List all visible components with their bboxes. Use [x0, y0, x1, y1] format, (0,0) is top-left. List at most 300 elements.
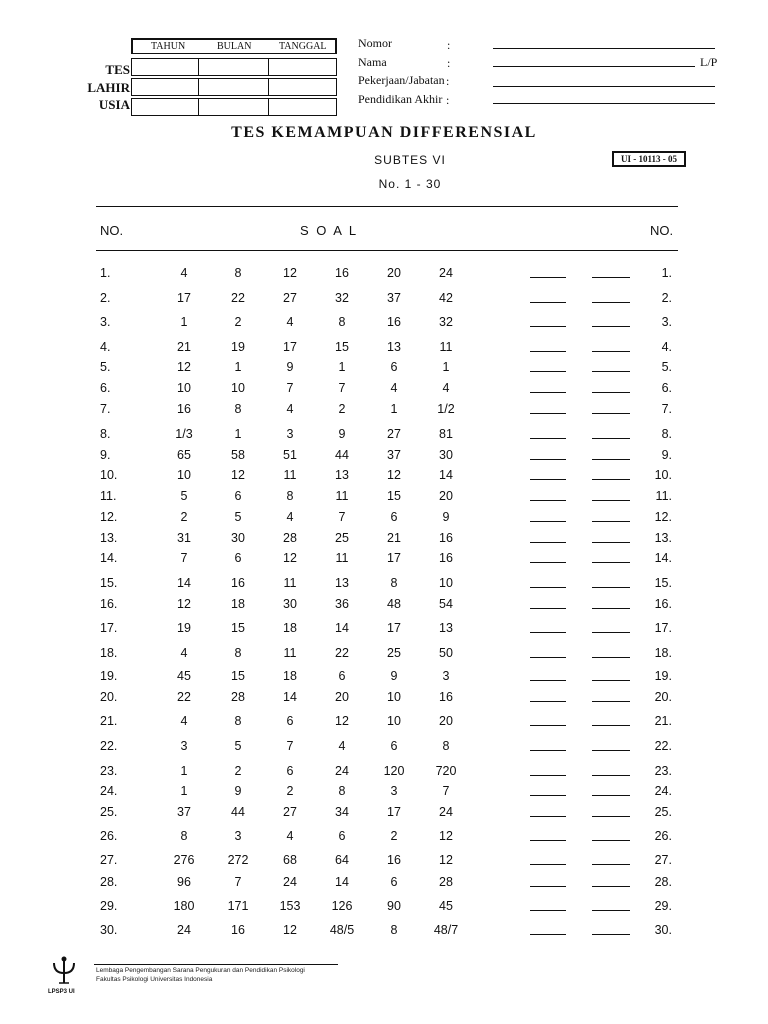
sequence-value: 12 — [283, 923, 297, 937]
answer-blank-2[interactable] — [592, 701, 630, 702]
sequence-value: 32 — [439, 315, 453, 329]
sequence-value: 3 — [442, 669, 450, 683]
sequence-value: 10 — [439, 576, 453, 590]
label-lahir: LAHIR — [87, 80, 130, 95]
sequence-value: 4 — [180, 714, 188, 728]
sequence-value: 12 — [387, 468, 401, 482]
sequence-value: 27 — [387, 427, 401, 441]
question-row — [0, 360, 768, 376]
colon-nomor: : — [447, 38, 451, 52]
question-row — [0, 315, 768, 331]
sequence-value: 27 — [283, 291, 297, 305]
sequence-value: 12 — [283, 551, 297, 565]
question-number: 17. — [100, 621, 118, 635]
answer-blank-1[interactable] — [530, 542, 566, 543]
sequence-value: 8 — [338, 315, 346, 329]
sequence-value: 21 — [387, 531, 401, 545]
question-number: 9. — [100, 448, 111, 462]
question-row — [0, 266, 768, 282]
question-number: 24. — [100, 784, 118, 798]
sequence-value: 28 — [283, 531, 297, 545]
answer-blank-1[interactable] — [530, 351, 566, 352]
date-grid-header — [131, 38, 337, 54]
sequence-value: 24 — [283, 875, 297, 889]
question-number-right: 14. — [654, 551, 672, 565]
question-number-right: 5. — [661, 360, 672, 374]
sequence-value: 276 — [173, 853, 195, 867]
colon-pendidikan: : — [446, 93, 450, 107]
answer-blank-2[interactable] — [592, 302, 630, 303]
pendidikan-field[interactable] — [493, 103, 715, 104]
sequence-value: 7 — [338, 381, 346, 395]
sequence-value: 37 — [387, 448, 401, 462]
answer-blank-2[interactable] — [592, 864, 630, 865]
sequence-value: 27 — [283, 805, 297, 819]
sequence-value: 6 — [338, 669, 346, 683]
answer-blank-1[interactable] — [530, 438, 566, 439]
sequence-value: 45 — [177, 669, 191, 683]
sequence-value: 13 — [387, 340, 401, 354]
sequence-value: 8 — [286, 489, 294, 503]
question-number-right: 27. — [654, 853, 672, 867]
answer-blank-2[interactable] — [592, 413, 630, 414]
footer-rule — [94, 964, 338, 965]
question-number-right: 17. — [654, 621, 672, 635]
answer-blank-1[interactable] — [530, 277, 566, 278]
sequence-value: 1 — [390, 402, 398, 416]
header-bulan: BULAN — [217, 41, 252, 52]
sequence-value: 25 — [335, 531, 349, 545]
answer-blank-2[interactable] — [592, 725, 630, 726]
question-row — [0, 646, 768, 662]
answer-blank-1[interactable] — [530, 413, 566, 414]
sequence-value: 44 — [231, 805, 245, 819]
sequence-value: 9 — [390, 669, 398, 683]
answer-blank-1[interactable] — [530, 701, 566, 702]
question-number: 16. — [100, 597, 118, 611]
sequence-value: 1 — [234, 427, 242, 441]
question-number-right: 11. — [655, 489, 672, 503]
answer-blank-2[interactable] — [592, 750, 630, 751]
question-number-right: 15. — [654, 576, 672, 590]
question-number: 3. — [100, 315, 111, 329]
colon-pekerjaan: : — [446, 74, 450, 88]
answer-blank-2[interactable] — [592, 632, 630, 633]
sequence-value: 34 — [335, 805, 349, 819]
question-number-right: 9. — [661, 448, 672, 462]
sequence-value: 96 — [177, 875, 191, 889]
sequence-value: 30 — [231, 531, 245, 545]
sequence-value: 30 — [439, 448, 453, 462]
sequence-value: 64 — [335, 853, 349, 867]
question-number: 14. — [100, 551, 118, 565]
answer-blank-2[interactable] — [592, 910, 630, 911]
sequence-value: 8 — [338, 784, 346, 798]
sequence-value: 9 — [234, 784, 242, 798]
answer-blank-2[interactable] — [592, 542, 630, 543]
col-no-right: NO. — [650, 223, 674, 238]
sequence-value: 16 — [387, 853, 401, 867]
question-number: 2. — [100, 291, 111, 305]
sequence-value: 20 — [439, 489, 453, 503]
answer-blank-2[interactable] — [592, 680, 630, 681]
question-number: 11. — [100, 489, 117, 503]
sequence-value: 9 — [286, 360, 294, 374]
answer-blank-1[interactable] — [530, 864, 566, 865]
question-number-right: 3. — [661, 315, 672, 329]
question-number: 30. — [100, 923, 118, 937]
sequence-value: 4 — [390, 381, 398, 395]
sequence-value: 8 — [234, 402, 242, 416]
sequence-value: 2 — [234, 315, 242, 329]
sequence-value: 14 — [335, 875, 349, 889]
form-code-badge: UI - 10113 - 05 — [612, 151, 686, 167]
label-nama: Nama — [358, 55, 387, 69]
answer-blank-2[interactable] — [592, 371, 630, 372]
sequence-value: 3 — [180, 739, 188, 753]
nomor-field[interactable] — [493, 48, 715, 49]
sequence-value: 42 — [439, 291, 453, 305]
sequence-value: 12 — [177, 597, 191, 611]
col-no-left: NO. — [100, 223, 124, 238]
sequence-value: 22 — [335, 646, 349, 660]
question-number-right: 1. — [661, 266, 672, 280]
sequence-value: 10 — [231, 381, 245, 395]
answer-blank-2[interactable] — [592, 657, 630, 658]
page-title: TES KEMAMPUAN DIFFERENSIAL — [231, 124, 537, 141]
answer-blank-2[interactable] — [592, 500, 630, 501]
question-row — [0, 340, 768, 356]
answer-blank-2[interactable] — [592, 587, 630, 588]
sequence-value: 1 — [180, 764, 188, 778]
question-number: 13. — [100, 531, 118, 545]
question-row — [0, 427, 768, 443]
answer-blank-2[interactable] — [592, 392, 630, 393]
label-tes: TES — [105, 62, 130, 77]
answer-blank-1[interactable] — [530, 459, 566, 460]
sequence-value: 12 — [231, 468, 245, 482]
answer-blank-2[interactable] — [592, 608, 630, 609]
sequence-value: 171 — [227, 899, 249, 913]
question-row — [0, 448, 768, 464]
sequence-value: 22 — [177, 690, 191, 704]
answer-blank-2[interactable] — [592, 562, 630, 563]
sequence-value: 20 — [439, 714, 453, 728]
sequence-value: 4 — [442, 381, 450, 395]
sequence-value: 3 — [234, 829, 242, 843]
lahir-date-row[interactable] — [131, 78, 337, 96]
sequence-value: 7 — [180, 551, 188, 565]
range-label: No. 1 - 30 — [378, 177, 442, 191]
tes-date-row[interactable] — [131, 58, 337, 76]
sequence-value: 65 — [177, 448, 191, 462]
sequence-value: 7 — [234, 875, 242, 889]
nama-field[interactable] — [493, 66, 695, 67]
cell-divider — [198, 59, 199, 75]
sequence-value: 24 — [177, 923, 191, 937]
sequence-value: 1 — [180, 784, 188, 798]
sequence-value: 180 — [173, 899, 195, 913]
question-row — [0, 764, 768, 780]
sequence-value: 15 — [387, 489, 401, 503]
question-row — [0, 875, 768, 891]
question-number-right: 22. — [654, 739, 672, 753]
answer-blank-1[interactable] — [530, 608, 566, 609]
question-number-right: 25. — [654, 805, 672, 819]
sequence-value: 6 — [286, 714, 294, 728]
pekerjaan-field[interactable] — [493, 86, 715, 87]
question-number: 18. — [100, 646, 118, 660]
sequence-value: 51 — [283, 448, 297, 462]
answer-blank-2[interactable] — [592, 277, 630, 278]
answer-blank-1[interactable] — [530, 750, 566, 751]
sequence-value: 11 — [283, 468, 297, 482]
sequence-value: 2 — [390, 829, 398, 843]
sequence-value: 18 — [283, 669, 297, 683]
answer-blank-1[interactable] — [530, 816, 566, 817]
question-number-right: 26. — [654, 829, 672, 843]
question-number: 22. — [100, 739, 118, 753]
cell-divider — [198, 99, 199, 115]
sequence-value: 48 — [387, 597, 401, 611]
sequence-value: 58 — [231, 448, 245, 462]
answer-blank-2[interactable] — [592, 459, 630, 460]
answer-blank-1[interactable] — [530, 934, 566, 935]
sequence-value: 17 — [387, 805, 401, 819]
question-number: 19. — [100, 669, 118, 683]
answer-blank-2[interactable] — [592, 438, 630, 439]
answer-blank-1[interactable] — [530, 326, 566, 327]
sequence-value: 48/7 — [433, 923, 459, 937]
sequence-value: 10 — [177, 468, 191, 482]
sequence-value: 16 — [439, 690, 453, 704]
sequence-value: 12 — [283, 266, 297, 280]
sequence-value: 13 — [439, 621, 453, 635]
header-rule — [96, 250, 678, 251]
sequence-value: 5 — [180, 489, 188, 503]
answer-blank-2[interactable] — [592, 775, 630, 776]
question-row — [0, 923, 768, 939]
question-row — [0, 531, 768, 547]
answer-blank-1[interactable] — [530, 500, 566, 501]
sequence-value: 1 — [338, 360, 346, 374]
sequence-value: 2 — [286, 784, 294, 798]
sequence-value: 9 — [338, 427, 346, 441]
sequence-value: 17 — [387, 551, 401, 565]
question-number: 15. — [100, 576, 118, 590]
footer-line-2: Fakultas Psikologi Universitas Indonesia — [96, 976, 213, 983]
question-number: 23. — [100, 764, 118, 778]
sequence-value: 20 — [387, 266, 401, 280]
question-row — [0, 739, 768, 755]
answer-blank-1[interactable] — [530, 587, 566, 588]
question-number: 26. — [100, 829, 118, 843]
sequence-value: 19 — [231, 340, 245, 354]
answer-blank-2[interactable] — [592, 886, 630, 887]
answer-blank-2[interactable] — [592, 795, 630, 796]
sequence-value: 8 — [390, 923, 398, 937]
answer-blank-1[interactable] — [530, 632, 566, 633]
answer-blank-2[interactable] — [592, 934, 630, 935]
question-number: 27. — [100, 853, 118, 867]
answer-blank-1[interactable] — [530, 886, 566, 887]
header-tahun: TAHUN — [151, 41, 186, 52]
sequence-value: 31 — [177, 531, 191, 545]
question-number: 21. — [100, 714, 118, 728]
question-row — [0, 853, 768, 869]
sequence-value: 32 — [335, 291, 349, 305]
sequence-value: 1 — [234, 360, 242, 374]
question-row — [0, 489, 768, 505]
question-row — [0, 468, 768, 484]
answer-blank-1[interactable] — [530, 680, 566, 681]
sequence-value: 48/5 — [329, 923, 355, 937]
answer-blank-1[interactable] — [530, 795, 566, 796]
sequence-value: 4 — [286, 315, 294, 329]
question-number-right: 12. — [654, 510, 672, 524]
sequence-value: 8 — [180, 829, 188, 843]
usia-date-row[interactable] — [131, 98, 337, 116]
sequence-value: 16 — [231, 923, 245, 937]
answer-blank-1[interactable] — [530, 562, 566, 563]
sequence-value: 1 — [442, 360, 450, 374]
sequence-value: 30 — [283, 597, 297, 611]
question-row — [0, 784, 768, 800]
question-number-right: 2. — [661, 291, 672, 305]
sequence-value: 3 — [390, 784, 398, 798]
sequence-value: 5 — [234, 739, 242, 753]
sequence-value: 4 — [180, 646, 188, 660]
question-row — [0, 510, 768, 526]
sequence-value: 7 — [338, 510, 346, 524]
sequence-value: 12 — [439, 829, 453, 843]
label-usia: USIA — [98, 97, 130, 112]
sequence-value: 54 — [439, 597, 453, 611]
sequence-value: 6 — [390, 739, 398, 753]
answer-blank-1[interactable] — [530, 840, 566, 841]
answer-blank-2[interactable] — [592, 521, 630, 522]
question-number-right: 13. — [654, 531, 672, 545]
question-number: 20. — [100, 690, 118, 704]
question-row — [0, 714, 768, 730]
answer-blank-2[interactable] — [592, 351, 630, 352]
sequence-value: 1/2 — [437, 402, 455, 416]
sequence-value: 24 — [439, 805, 453, 819]
question-number-right: 23. — [654, 764, 672, 778]
question-row — [0, 576, 768, 592]
sequence-value: 44 — [335, 448, 349, 462]
colon-nama: : — [447, 56, 451, 70]
sequence-value: 17 — [177, 291, 191, 305]
answer-blank-1[interactable] — [530, 910, 566, 911]
label-pendidikan: Pendidikan Akhir — [358, 92, 443, 106]
answer-blank-2[interactable] — [592, 840, 630, 841]
sequence-value: 16 — [439, 551, 453, 565]
question-number-right: 29. — [654, 899, 672, 913]
top-rule — [96, 206, 678, 207]
sequence-value: 68 — [283, 853, 297, 867]
sequence-value: 12 — [177, 360, 191, 374]
answer-blank-1[interactable] — [530, 392, 566, 393]
sequence-value: 6 — [286, 764, 294, 778]
question-number: 25. — [100, 805, 118, 819]
answer-blank-1[interactable] — [530, 725, 566, 726]
sequence-value: 13 — [335, 468, 349, 482]
cell-divider — [268, 59, 269, 75]
sequence-value: 1/3 — [175, 427, 193, 441]
question-number: 12. — [100, 510, 118, 524]
answer-blank-1[interactable] — [530, 775, 566, 776]
question-row — [0, 829, 768, 845]
header-tanggal: TANGGAL — [279, 41, 327, 52]
question-row — [0, 597, 768, 613]
sequence-value: 15 — [231, 621, 245, 635]
question-number-right: 21. — [654, 714, 672, 728]
question-number: 8. — [100, 427, 111, 441]
sequence-value: 36 — [335, 597, 349, 611]
sequence-value: 8 — [234, 714, 242, 728]
question-row — [0, 805, 768, 821]
sequence-value: 25 — [387, 646, 401, 660]
sequence-value: 10 — [387, 690, 401, 704]
sequence-value: 7 — [442, 784, 450, 798]
answer-blank-1[interactable] — [530, 371, 566, 372]
sequence-value: 28 — [231, 690, 245, 704]
sequence-value: 16 — [231, 576, 245, 590]
question-number-right: 19. — [654, 669, 672, 683]
sequence-value: 8 — [390, 576, 398, 590]
sequence-value: 10 — [177, 381, 191, 395]
sequence-value: 90 — [387, 899, 401, 913]
sequence-value: 24 — [439, 266, 453, 280]
question-number-right: 28. — [654, 875, 672, 889]
question-number-right: 8. — [661, 427, 672, 441]
question-number: 7. — [100, 402, 111, 416]
sequence-value: 6 — [234, 489, 242, 503]
sequence-value: 12 — [335, 714, 349, 728]
answer-blank-1[interactable] — [530, 479, 566, 480]
question-number-right: 30. — [654, 923, 672, 937]
sequence-value: 8 — [442, 739, 450, 753]
sequence-value: 6 — [390, 510, 398, 524]
answer-blank-2[interactable] — [592, 479, 630, 480]
sequence-value: 37 — [387, 291, 401, 305]
sequence-value: 50 — [439, 646, 453, 660]
answer-blank-1[interactable] — [530, 302, 566, 303]
question-number: 28. — [100, 875, 118, 889]
answer-blank-1[interactable] — [530, 521, 566, 522]
sequence-value: 120 — [383, 764, 405, 778]
sequence-value: 15 — [335, 340, 349, 354]
sequence-value: 6 — [390, 875, 398, 889]
question-number: 10. — [100, 468, 118, 482]
question-number: 5. — [100, 360, 111, 374]
sequence-value: 17 — [283, 340, 297, 354]
answer-blank-1[interactable] — [530, 657, 566, 658]
answer-blank-2[interactable] — [592, 326, 630, 327]
cell-divider — [268, 79, 269, 95]
sequence-value: 15 — [231, 669, 245, 683]
question-number: 1. — [100, 266, 111, 280]
question-number-right: 18. — [654, 646, 672, 660]
sequence-value: 4 — [286, 402, 294, 416]
sequence-value: 21 — [177, 340, 191, 354]
answer-blank-2[interactable] — [592, 816, 630, 817]
question-row — [0, 621, 768, 637]
cell-divider — [198, 79, 199, 95]
gender-label[interactable]: L/P — [700, 55, 718, 69]
sequence-value: 22 — [231, 291, 245, 305]
